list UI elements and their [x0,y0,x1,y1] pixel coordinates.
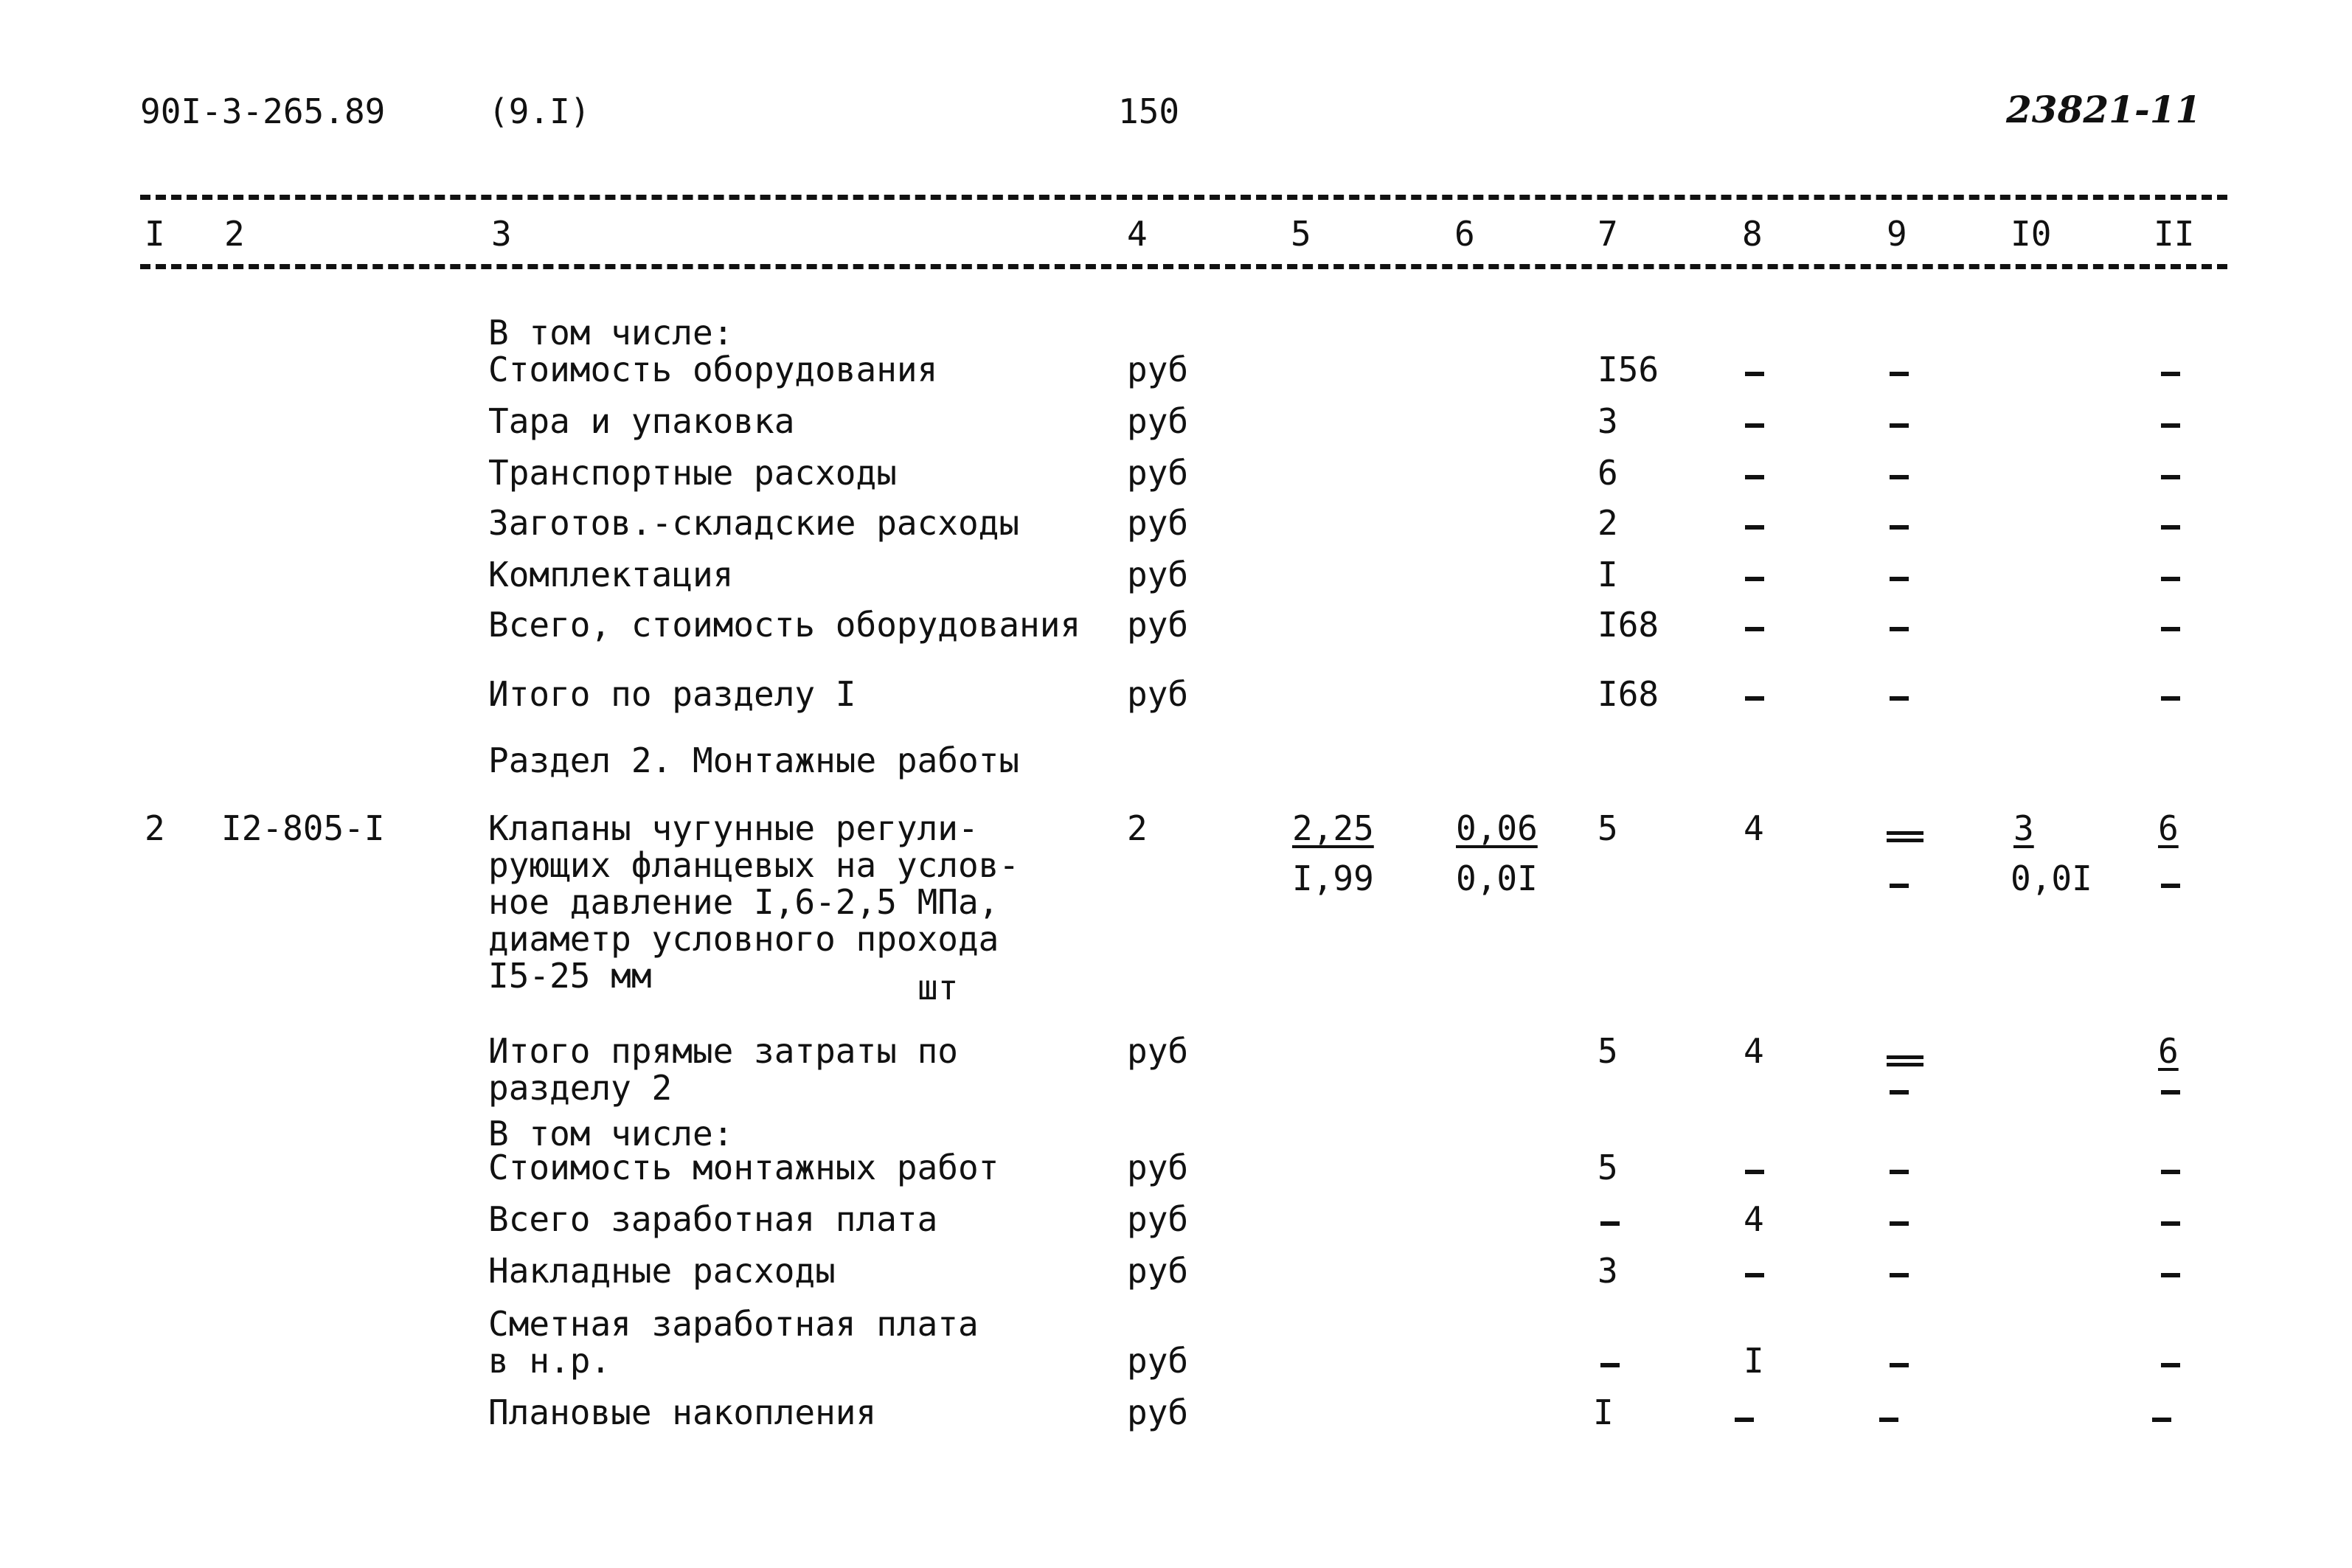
dash-col11 [2161,1164,2180,1178]
dash-col8 [1745,469,1764,483]
description-line: рующих фланцевых на услов- [488,845,1020,885]
row-value-col7: I56 [1598,350,1659,389]
row-value-col8: 4 [1744,1031,1764,1071]
row-value-col8: 4 [1744,808,1764,848]
dash-col8 [1745,417,1764,431]
item-description [488,810,1019,994]
row-name [488,1305,979,1379]
dash-col8 [1745,366,1764,380]
double-dash-col9 [1887,828,1923,849]
dash-col11 [2161,621,2180,635]
row-value-col7: I [1598,555,1618,594]
dash-col9 [1890,366,1909,380]
dash-col7 [1600,1215,1620,1229]
including-label: В том числе: [488,313,734,353]
header-rule-top [140,195,2227,200]
row-unit: руб [1127,674,1189,714]
dash-col8 [1735,1412,1754,1426]
dash-col11 [2161,878,2180,892]
row-unit: руб [1127,350,1189,389]
row-value-col11: 6 [2158,1031,2179,1071]
name-line: Сметная заработная плата [488,1304,979,1344]
item-unit: шт [917,968,959,1007]
row-value-col8: I [1744,1341,1764,1381]
row-unit: руб [1127,1031,1189,1071]
dash-col11 [2161,1267,2180,1281]
row-unit: руб [1127,453,1189,493]
column-number: 8 [1742,214,1763,254]
dash-col9 [1879,1412,1898,1426]
row-name: Плановые накопления [488,1392,877,1432]
row-value-col7: I [1593,1392,1614,1432]
header-rule-bottom [140,264,2227,269]
dash-col9 [1890,878,1909,892]
dash-col11 [2152,1412,2171,1426]
dash-col7 [1600,1357,1620,1371]
description-line: Клапаны чугунные регули- [488,808,979,848]
dash-col11 [2161,469,2180,483]
column-number: 3 [491,214,512,254]
dash-col8 [1745,571,1764,585]
col6-top: 0,06 [1456,808,1538,848]
row-value-col7: 6 [1598,453,1618,493]
dash-col11 [2161,417,2180,431]
column-number: 5 [1291,214,1311,254]
row-name: Комплектация [488,555,734,594]
description-line: I5-25 мм [488,956,652,996]
row-unit: руб [1127,1199,1189,1239]
handwritten-reference: 23821-11 [2006,88,2202,131]
row-value-col7: 5 [1598,1148,1618,1187]
dash-col8 [1745,1164,1764,1178]
row-name: Всего, стоимость оборудования [488,605,1081,645]
row-unit: руб [1127,1392,1189,1432]
row-unit: руб [1127,401,1189,441]
section-title: Раздел 2. Монтажные работы [488,740,1020,780]
row-unit: руб [1127,503,1189,543]
row-value-col7: 3 [1598,1251,1618,1291]
row-name: Транспортные расходы [488,453,897,493]
dash-col9 [1890,571,1909,585]
description-line: ное давление I,6-2,5 МПа, [488,882,999,922]
row-value-col7: I68 [1598,605,1659,645]
row-value-col8: 4 [1744,1199,1764,1239]
row-value-col7: 5 [1598,808,1618,848]
col11-top: 6 [2158,808,2179,848]
dash-col8 [1745,621,1764,635]
dash-col9 [1890,417,1909,431]
item-quantity: 2 [1127,808,1148,848]
column-number: 4 [1127,214,1148,254]
column-number: I0 [2011,214,2052,254]
name-line: в н.р. [488,1341,611,1381]
dash-col11 [2161,690,2180,704]
dash-col9 [1890,1215,1909,1229]
row-unit: руб [1127,1148,1189,1187]
column-number: 7 [1598,214,1618,254]
document-code: 90I-3-265.89 [140,91,386,131]
description-line: диаметр условного прохода [488,919,999,959]
column-number: 9 [1887,214,1907,254]
item-number: 2 [145,808,165,848]
row-name: Накладные расходы [488,1251,836,1291]
row-name [488,1033,958,1106]
unit-cost-top: 2,25 [1292,808,1374,848]
column-number: II [2154,214,2195,254]
section-reference: (9.I) [488,91,591,131]
row-name: Заготов.-складские расходы [488,503,1020,543]
dash-col8 [1745,1267,1764,1281]
col10-bottom: 0,0I [2011,858,2092,898]
column-number: 2 [224,214,245,254]
including-label: В том числе: [488,1114,734,1154]
col6-bottom: 0,0I [1456,858,1538,898]
page-number: 150 [1118,91,1180,131]
row-name: Стоимость оборудования [488,350,938,389]
row-value-col7: 3 [1598,401,1618,441]
row-name: Итого по разделу I [488,674,856,714]
dash-col11 [2161,571,2180,585]
double-dash-col9 [1887,1052,1923,1073]
row-value-col7: 2 [1598,503,1618,543]
row-name: Тара и упаковка [488,401,795,441]
row-unit: руб [1127,605,1189,645]
row-value-col7: 5 [1598,1031,1618,1071]
dash-col9 [1890,690,1909,704]
dash-col9 [1890,1267,1909,1281]
row-name: Стоимость монтажных работ [488,1148,999,1187]
column-number: 6 [1454,214,1475,254]
dash-col11 [2161,1084,2180,1098]
row-unit: руб [1127,1341,1189,1381]
dash-col8 [1745,690,1764,704]
dash-col9 [1890,621,1909,635]
dash-col9 [1890,519,1909,533]
dash-col9 [1890,469,1909,483]
row-value-col7: I68 [1598,674,1659,714]
dash-col9 [1890,1357,1909,1371]
row-name: Всего заработная плата [488,1199,938,1239]
row-unit: руб [1127,1251,1189,1291]
unit-cost-bottom: I,99 [1292,858,1374,898]
dash-col8 [1745,519,1764,533]
dash-col9 [1890,1164,1909,1178]
name-line: разделу 2 [488,1068,673,1108]
dash-col11 [2161,1357,2180,1371]
column-number: I [145,214,165,254]
row-unit: руб [1127,555,1189,594]
dash-col11 [2161,366,2180,380]
dash-col9 [1890,1084,1909,1098]
dash-col11 [2161,1215,2180,1229]
item-code: I2-805-I [221,808,385,848]
col10-top: 3 [2013,808,2034,848]
name-line: Итого прямые затраты по [488,1031,958,1071]
dash-col11 [2161,519,2180,533]
